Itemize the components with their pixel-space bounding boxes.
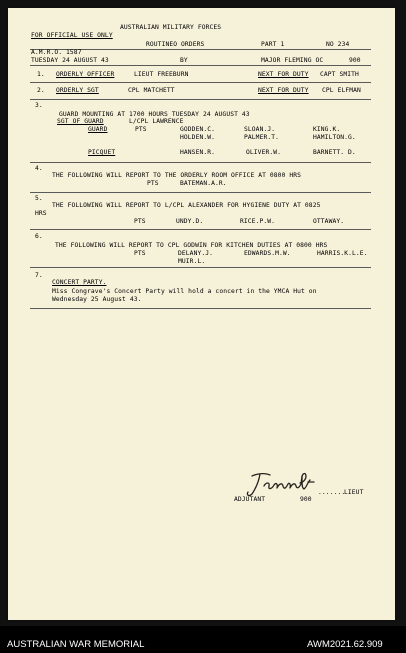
guard-name: PALMER.T. bbox=[244, 134, 280, 141]
item-4-pts: PTS bbox=[147, 180, 159, 187]
sgt-of-guard-value: L/CPL LAWRENCE bbox=[129, 118, 184, 125]
guard-name: KING.K. bbox=[313, 126, 341, 133]
item-5-number: 5. bbox=[35, 195, 43, 202]
item-4-number: 4. bbox=[35, 165, 43, 172]
adjutant-code: 900 bbox=[300, 496, 312, 503]
item-4-name: BATEMAN.A.R. bbox=[180, 180, 227, 187]
order-by: BY bbox=[180, 57, 188, 64]
rule-1 bbox=[30, 82, 371, 83]
header-rule-2 bbox=[30, 65, 371, 66]
item-6-number: 6. bbox=[35, 233, 43, 240]
sgt-of-guard-label: SGT OF GUARD bbox=[57, 118, 104, 125]
rule-4 bbox=[30, 192, 371, 193]
item-5-text: THE FOLLOWING WILL REPORT TO L/CPL ALEXANDER FOR HYGIENE DUTY AT 0825 bbox=[52, 202, 321, 209]
item-6-pts: PTS bbox=[134, 250, 146, 257]
item-1-next-value: CAPT SMITH bbox=[320, 71, 359, 78]
adjutant-label: ADJUTANT bbox=[234, 496, 266, 503]
item-6-name: HARRIS.K.L.E. bbox=[317, 250, 368, 257]
item-5-pts: PTS bbox=[134, 218, 146, 225]
picquet-name: BARNETT. D. bbox=[313, 149, 356, 156]
footer-accession-number: AWM2021.62.909 bbox=[307, 639, 383, 650]
item-1-number: 1. bbox=[37, 71, 45, 78]
guard-intro: GUARD MOUNTING AT 1700 HOURS TUESDAY 24 AUGUST 43 bbox=[59, 111, 250, 118]
rule-3 bbox=[30, 162, 371, 163]
guard-name: HAMILTON.G. bbox=[313, 134, 356, 141]
picquet-label: PICQUET bbox=[88, 149, 116, 156]
item-7-line-2: Wednesday 25 August 43. bbox=[52, 296, 142, 303]
item-3-number: 3. bbox=[35, 102, 43, 109]
org-heading: AUSTRALIAN MILITARY FORCES bbox=[120, 24, 222, 31]
item-5-name: RICE.P.W. bbox=[240, 218, 276, 225]
order-title: ROUTINEO ORDERS bbox=[146, 41, 205, 48]
item-5-name: UNDY.D. bbox=[176, 218, 204, 225]
rule-6 bbox=[30, 267, 371, 268]
item-2-number: 2. bbox=[37, 87, 45, 94]
picquet-name: OLIVER.W. bbox=[246, 149, 282, 156]
item-1-next-label: NEXT FOR DUTY bbox=[258, 71, 309, 78]
rule-5 bbox=[30, 229, 371, 230]
order-number: NO 234 bbox=[326, 41, 350, 48]
order-part: PART 1 bbox=[261, 41, 285, 48]
officer-commanding: MAJOR FLEMING OC bbox=[261, 57, 324, 64]
item-6-name: EDWARDS.M.W. bbox=[244, 250, 291, 257]
picquet-name: HANSEN.R. bbox=[180, 149, 216, 156]
footer-institution: AUSTRALIAN WAR MEMORIAL bbox=[7, 639, 145, 650]
item-2-value: CPL MATCHETT bbox=[128, 87, 175, 94]
item-1-label: ORDERLY OFFICER bbox=[56, 71, 115, 78]
signature-dots: ....... bbox=[318, 489, 346, 496]
item-4-text: THE FOLLOWING WILL REPORT TO THE ORDERLY ROOM OFFICE AT 0800 HRS bbox=[52, 172, 302, 179]
item-1-value: LIEUT FREEBURN bbox=[134, 71, 189, 78]
item-5-name: OTTAWAY. bbox=[313, 218, 345, 225]
rule-7 bbox=[30, 308, 371, 309]
order-reference: A.M.R.O. 1587 bbox=[31, 49, 82, 56]
item-5-text-cont: HRS bbox=[35, 210, 47, 217]
item-2-next-value: CPL ELFMAN bbox=[322, 87, 361, 94]
item-6-name: MUIR.L. bbox=[178, 258, 206, 265]
guard-label: GUARD bbox=[88, 126, 108, 133]
rule-2 bbox=[30, 99, 371, 100]
guard-pts: PTS bbox=[135, 126, 147, 133]
signature-rank: LIEUT bbox=[344, 489, 364, 496]
classification: FOR OFFICIAL USE ONLY bbox=[31, 32, 113, 39]
order-date: TUESDAY 24 AUGUST 43 bbox=[31, 57, 109, 64]
guard-name: SLOAN.J. bbox=[244, 126, 276, 133]
order-time: 900 bbox=[349, 57, 361, 64]
item-7-title: CONCERT PARTY. bbox=[52, 279, 107, 286]
item-6-text: THE FOLLOWING WILL REPORT TO CPL GODWIN FOR KITCHEN DUTIES AT 0800 HRS bbox=[55, 242, 328, 249]
item-2-label: ORDERLY SGT bbox=[56, 87, 99, 94]
guard-name: GODDEN.C. bbox=[180, 126, 216, 133]
guard-name: HOLDEN.W. bbox=[180, 134, 216, 141]
item-6-name: DELANY.J. bbox=[178, 250, 214, 257]
item-7-line-1: Miss Congrave's Concert Party will hold a concert in the YMCA Hut on bbox=[52, 288, 317, 295]
item-2-next-label: NEXT FOR DUTY bbox=[258, 87, 309, 94]
item-7-number: 7. bbox=[35, 272, 43, 279]
